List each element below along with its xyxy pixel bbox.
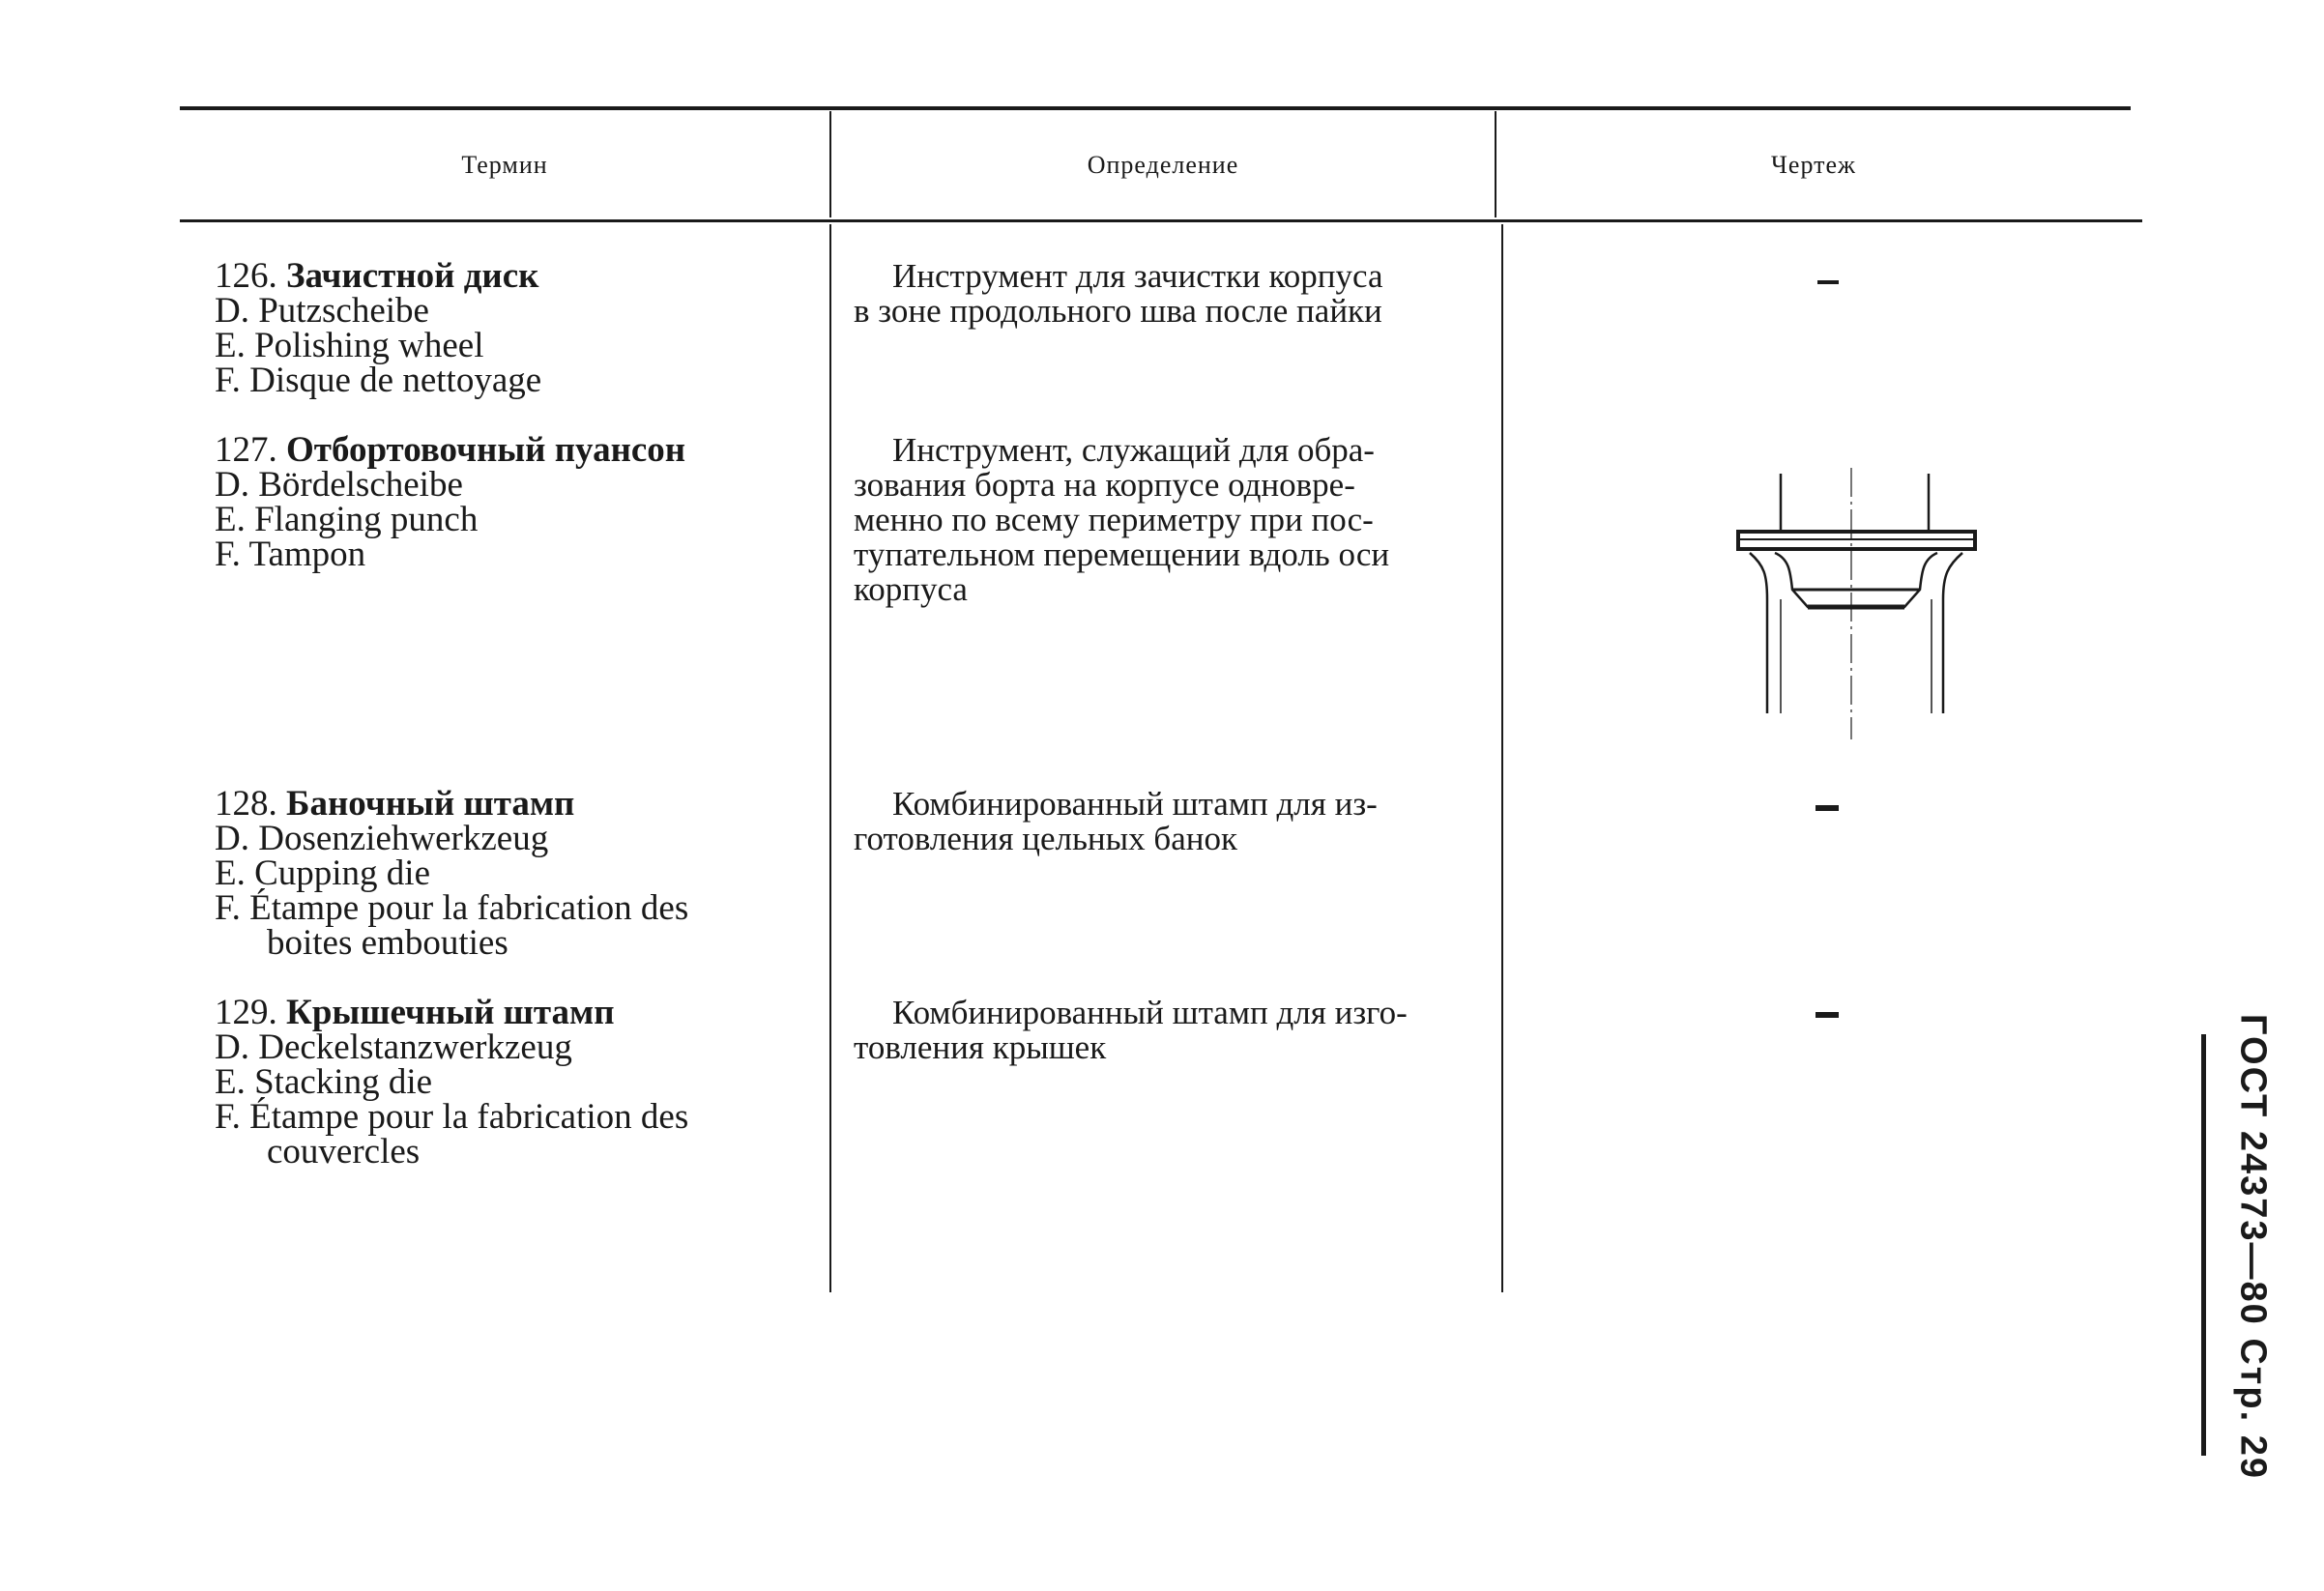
term-fr: F. Disque de nettoyage [215, 361, 542, 400]
side-label-text: ГОСТ 24373—80 Стр. 29 [2232, 1013, 2274, 1481]
term-fr-text: F. Étampe pour la fabrication des [215, 888, 689, 928]
term-fr [215, 888, 814, 928]
term-126 [215, 256, 814, 400]
term-127 [215, 430, 814, 574]
term-de: D. Bördelscheibe [215, 465, 463, 505]
header-drawing: Чертеж [1771, 151, 1856, 179]
definition-line: Комбинированный штамп для изго- [892, 994, 1408, 1031]
term-en: E. Polishing wheel [215, 326, 484, 365]
column-divider-1-body [829, 224, 831, 1292]
term-128 [215, 784, 814, 963]
definition-line: товления крышек [854, 1028, 1107, 1066]
drawing-126-dash [1817, 280, 1839, 284]
definition-128 [854, 787, 1472, 856]
term-fr-cont: couvercles [267, 1132, 421, 1172]
term-number: 127. [215, 430, 277, 470]
definition-line: готовления цельных банок [854, 820, 1237, 857]
definition-line: Комбинированный штамп для из- [892, 785, 1378, 823]
term-de: D. Dosenziehwerkzeug [215, 819, 549, 858]
definition-line: Инструмент для зачистки корпуса [892, 257, 1383, 295]
flanging-punch-drawing [1711, 464, 1991, 744]
definition-line: зования борта на корпусе одновре- [854, 466, 1355, 504]
term-fr [215, 1097, 814, 1137]
definition-line: Инструмент, служащий для обра- [892, 431, 1375, 469]
term-title: Баночный штамп [286, 784, 575, 824]
term-number: 128. [215, 784, 277, 824]
top-rule [180, 106, 2131, 110]
term-en: E. Cupping die [215, 853, 431, 893]
definition-line: в зоне продольного шва после пайки [854, 292, 1382, 330]
term-title: Отбортовочный пуансон [286, 430, 686, 470]
term-fr: F. Tampon [215, 535, 366, 574]
drawing-128-dash [1816, 805, 1839, 811]
drawing-129-dash [1816, 1012, 1839, 1018]
term-number: 129. [215, 993, 277, 1032]
term-en: E. Stacking die [215, 1062, 433, 1102]
definition-127 [854, 433, 1472, 607]
term-fr-cont: boites embouties [267, 923, 508, 963]
term-title: Крышечный штамп [286, 993, 615, 1032]
definition-126 [854, 259, 1472, 329]
term-fr-text: F. Étampe pour la fabrication des [215, 1097, 689, 1137]
side-label-bar [2201, 1034, 2206, 1456]
term-129 [215, 993, 814, 1172]
term-de: D. Deckelstanzwerkzeug [215, 1027, 572, 1067]
term-de: D. Putzscheibe [215, 291, 429, 331]
term-en: E. Flanging punch [215, 500, 479, 539]
header-bottom-rule [180, 219, 2142, 222]
definition-line: корпуса [854, 570, 968, 608]
header-definition: Определение [1087, 151, 1239, 179]
side-label [2223, 1013, 2281, 1481]
term-number: 126. [215, 256, 277, 296]
definition-line: тупательном перемещении вдоль оси [854, 535, 1390, 573]
definition-line: менно по всему периметру при пос- [854, 501, 1374, 538]
definition-129 [854, 996, 1472, 1065]
header-term: Термин [461, 151, 548, 179]
term-title: Зачистной диск [286, 256, 539, 296]
column-divider-2-body [1501, 224, 1503, 1292]
